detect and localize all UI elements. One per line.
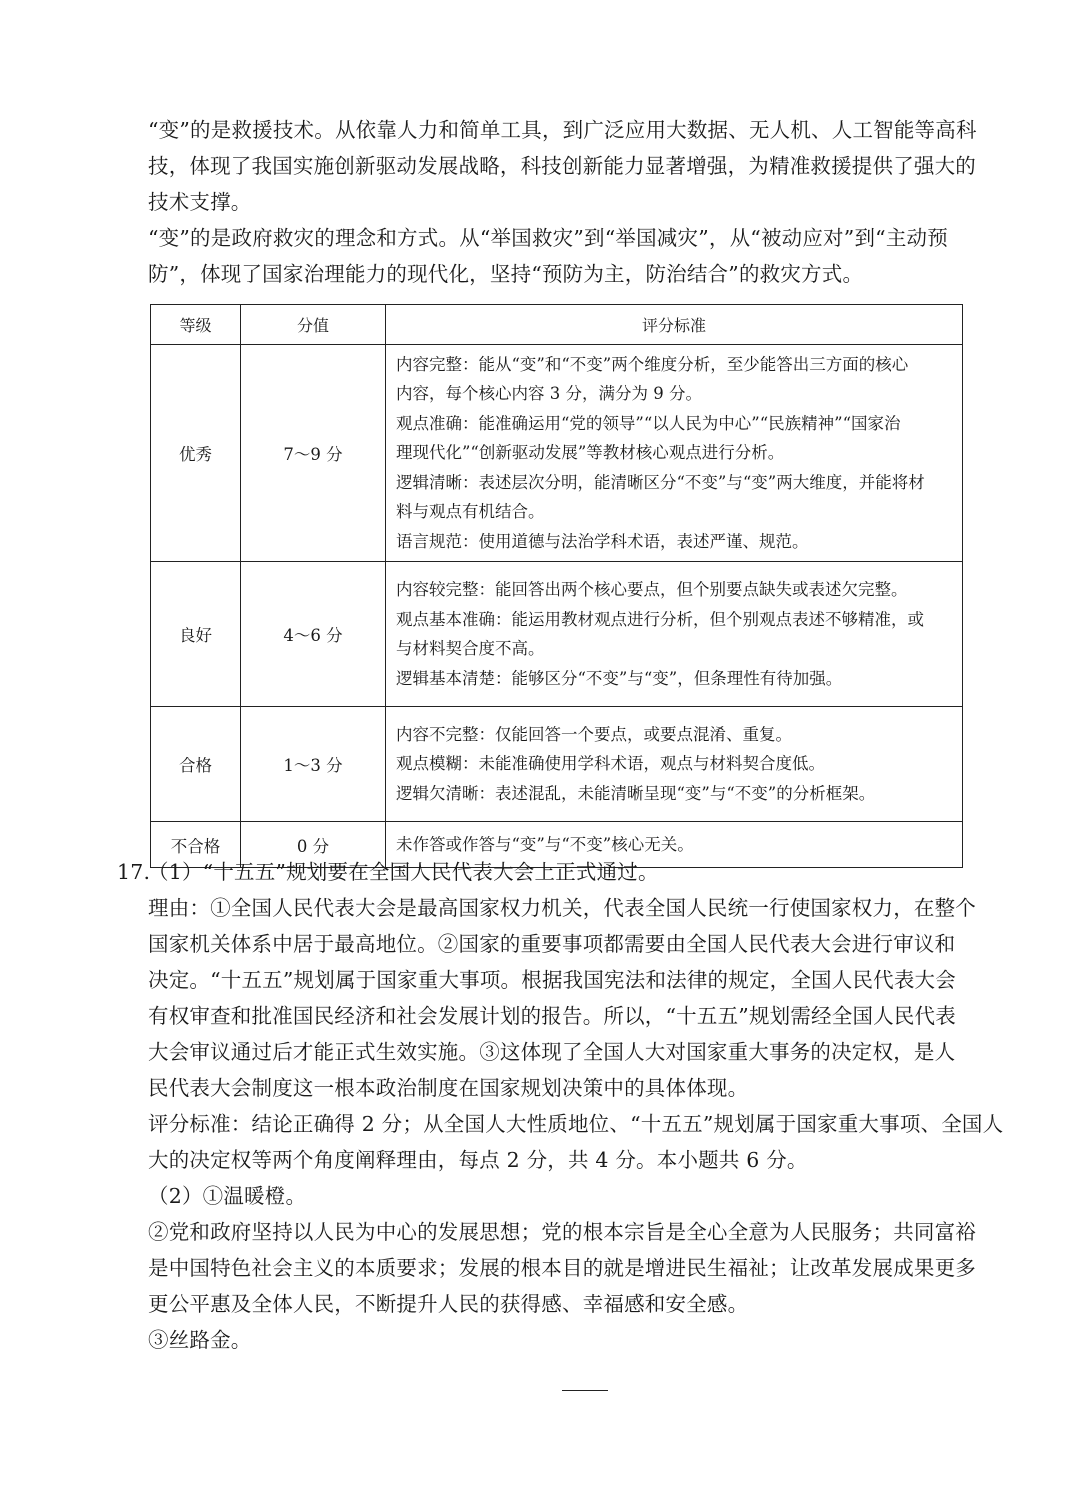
intro-paragraphs — [148, 112, 977, 292]
table-row — [151, 345, 963, 562]
answer-line: （1）“十五五”规划要在全国人民代表大会上正式通过。 — [148, 860, 659, 884]
header-score: 分值 — [241, 305, 386, 345]
score-cell: 7～9 分 — [241, 345, 386, 562]
table-row — [151, 707, 963, 822]
question-17-answer — [117, 854, 1004, 1358]
criteria-line: 料与观点有机结合。 — [396, 502, 545, 522]
score-cell: 0 分 — [241, 822, 386, 868]
criteria-line: 未作答或作答与“变”与“不变”核心无关。 — [396, 834, 694, 854]
criteria-line: 内容不完整：仅能回答一个要点，或要点混淆、重复。 — [396, 724, 792, 744]
table-header-row — [151, 305, 963, 345]
score-cell: 4～6 分 — [241, 562, 386, 707]
scoring-table — [150, 304, 963, 868]
answer-line: 更公平惠及全体人民，不断提升人民的获得感、幸福感和安全感。 — [148, 1292, 749, 1316]
criteria-cell — [386, 345, 963, 562]
table-row — [151, 562, 963, 707]
grade-cell: 不合格 — [151, 822, 241, 868]
header-grade: 等级 — [151, 305, 241, 345]
answer-line: （2）①温暖橙。 — [148, 1184, 307, 1208]
criteria-line: 观点准确：能准确运用“党的领导”“以人民为中心”“民族精神”“国家治 — [396, 413, 901, 433]
paragraph-line: 防”，体现了国家治理能力的现代化，坚持“预防为主，防治结合”的救灾方式。 — [148, 262, 864, 286]
answer-line: 民代表大会制度这一根本政治制度在国家规划决策中的具体体现。 — [148, 1076, 749, 1100]
score-cell: 1～3 分 — [241, 707, 386, 822]
criteria-line: 内容完整：能从“变”和“不变”两个维度分析，至少能答出三方面的核心 — [396, 354, 909, 374]
criteria-line: 逻辑欠清晰：表述混乱，未能清晰呈现“变”与“不变”的分析框架。 — [396, 783, 876, 803]
criteria-line: 理现代化”“创新驱动发展”等教材核心观点进行分析。 — [396, 443, 785, 463]
paragraph-line: “变”的是政府救灾的理念和方式。从“举国救灾”到“举国减灾”，从“被动应对”到“主动预 — [148, 226, 948, 250]
criteria-line: 语言规范：使用道德与法治学科术语，表述严谨、规范。 — [396, 531, 809, 551]
page-footer-rule — [562, 1390, 608, 1391]
answer-line: 评分标准：结论正确得 2 分；从全国人大性质地位、“十五五”规划属于国家重大事项、全国人 — [148, 1112, 1004, 1136]
answer-line: 大的决定权等两个角度阐释理由，每点 2 分，共 4 分。本小题共 6 分。 — [148, 1148, 808, 1172]
answer-line: 是中国特色社会主义的本质要求；发展的根本目的就是增进民生福祉；让改革发展成果更多 — [148, 1256, 976, 1280]
paragraph-line: “变”的是救援技术。从依靠人力和简单工具，到广泛应用大数据、无人机、人工智能等高科 — [148, 118, 977, 142]
criteria-line: 逻辑清晰：表述层次分明，能清晰区分“不变”与“变”两大维度，并能将材 — [396, 472, 925, 492]
answer-line: ③丝路金。 — [148, 1328, 252, 1352]
criteria-line: 与材料契合度不高。 — [396, 639, 545, 658]
answer-line: 决定。“十五五”规划属于国家重大事项。根据我国宪法和法律的规定，全国人民代表大会 — [148, 968, 956, 992]
criteria-line: 观点模糊：未能准确使用学科术语，观点与材料契合度低。 — [396, 754, 825, 774]
criteria-line: 内容较完整：能回答出两个核心要点，但个别要点缺失或表述欠完整。 — [396, 580, 908, 599]
criteria-line: 逻辑基本清楚：能够区分“不变”与“变”，但条理性有待加强。 — [396, 668, 843, 688]
answer-line: 大会审议通过后才能正式生效实施。③这体现了全国人大对国家重大事务的决定权，是人 — [148, 1040, 956, 1064]
criteria-line: 内容，每个核心内容 3 分，满分为 9 分。 — [396, 384, 702, 404]
criteria-cell — [386, 707, 963, 822]
grade-cell: 优秀 — [151, 345, 241, 562]
grade-cell: 合格 — [151, 707, 241, 822]
answer-line: 理由：①全国人民代表大会是最高国家权力机关，代表全国人民统一行使国家权力，在整个 — [148, 896, 976, 920]
criteria-cell — [386, 562, 963, 707]
answer-line: 国家机关体系中居于最高地位。②国家的重要事项都需要由全国人民代表大会进行审议和 — [148, 932, 956, 956]
answer-line: ②党和政府坚持以人民为中心的发展思想；党的根本宗旨是全心全意为人民服务；共同富裕 — [148, 1220, 976, 1244]
paragraph-line: 技，体现了我国实施创新驱动发展战略，科技创新能力显著增强，为精准救援提供了强大的 — [148, 154, 976, 178]
answer-line: 有权审查和批准国民经济和社会发展计划的报告。所以，“十五五”规划需经全国人民代表 — [148, 1004, 956, 1028]
criteria-line: 观点基本准确：能运用教材观点进行分析，但个别观点表述不够精准，或 — [396, 609, 924, 629]
question-number: 17. — [117, 860, 151, 884]
paragraph-line: 技术支撑。 — [148, 190, 252, 214]
grade-cell: 良好 — [151, 562, 241, 707]
header-criteria: 评分标准 — [386, 305, 963, 345]
